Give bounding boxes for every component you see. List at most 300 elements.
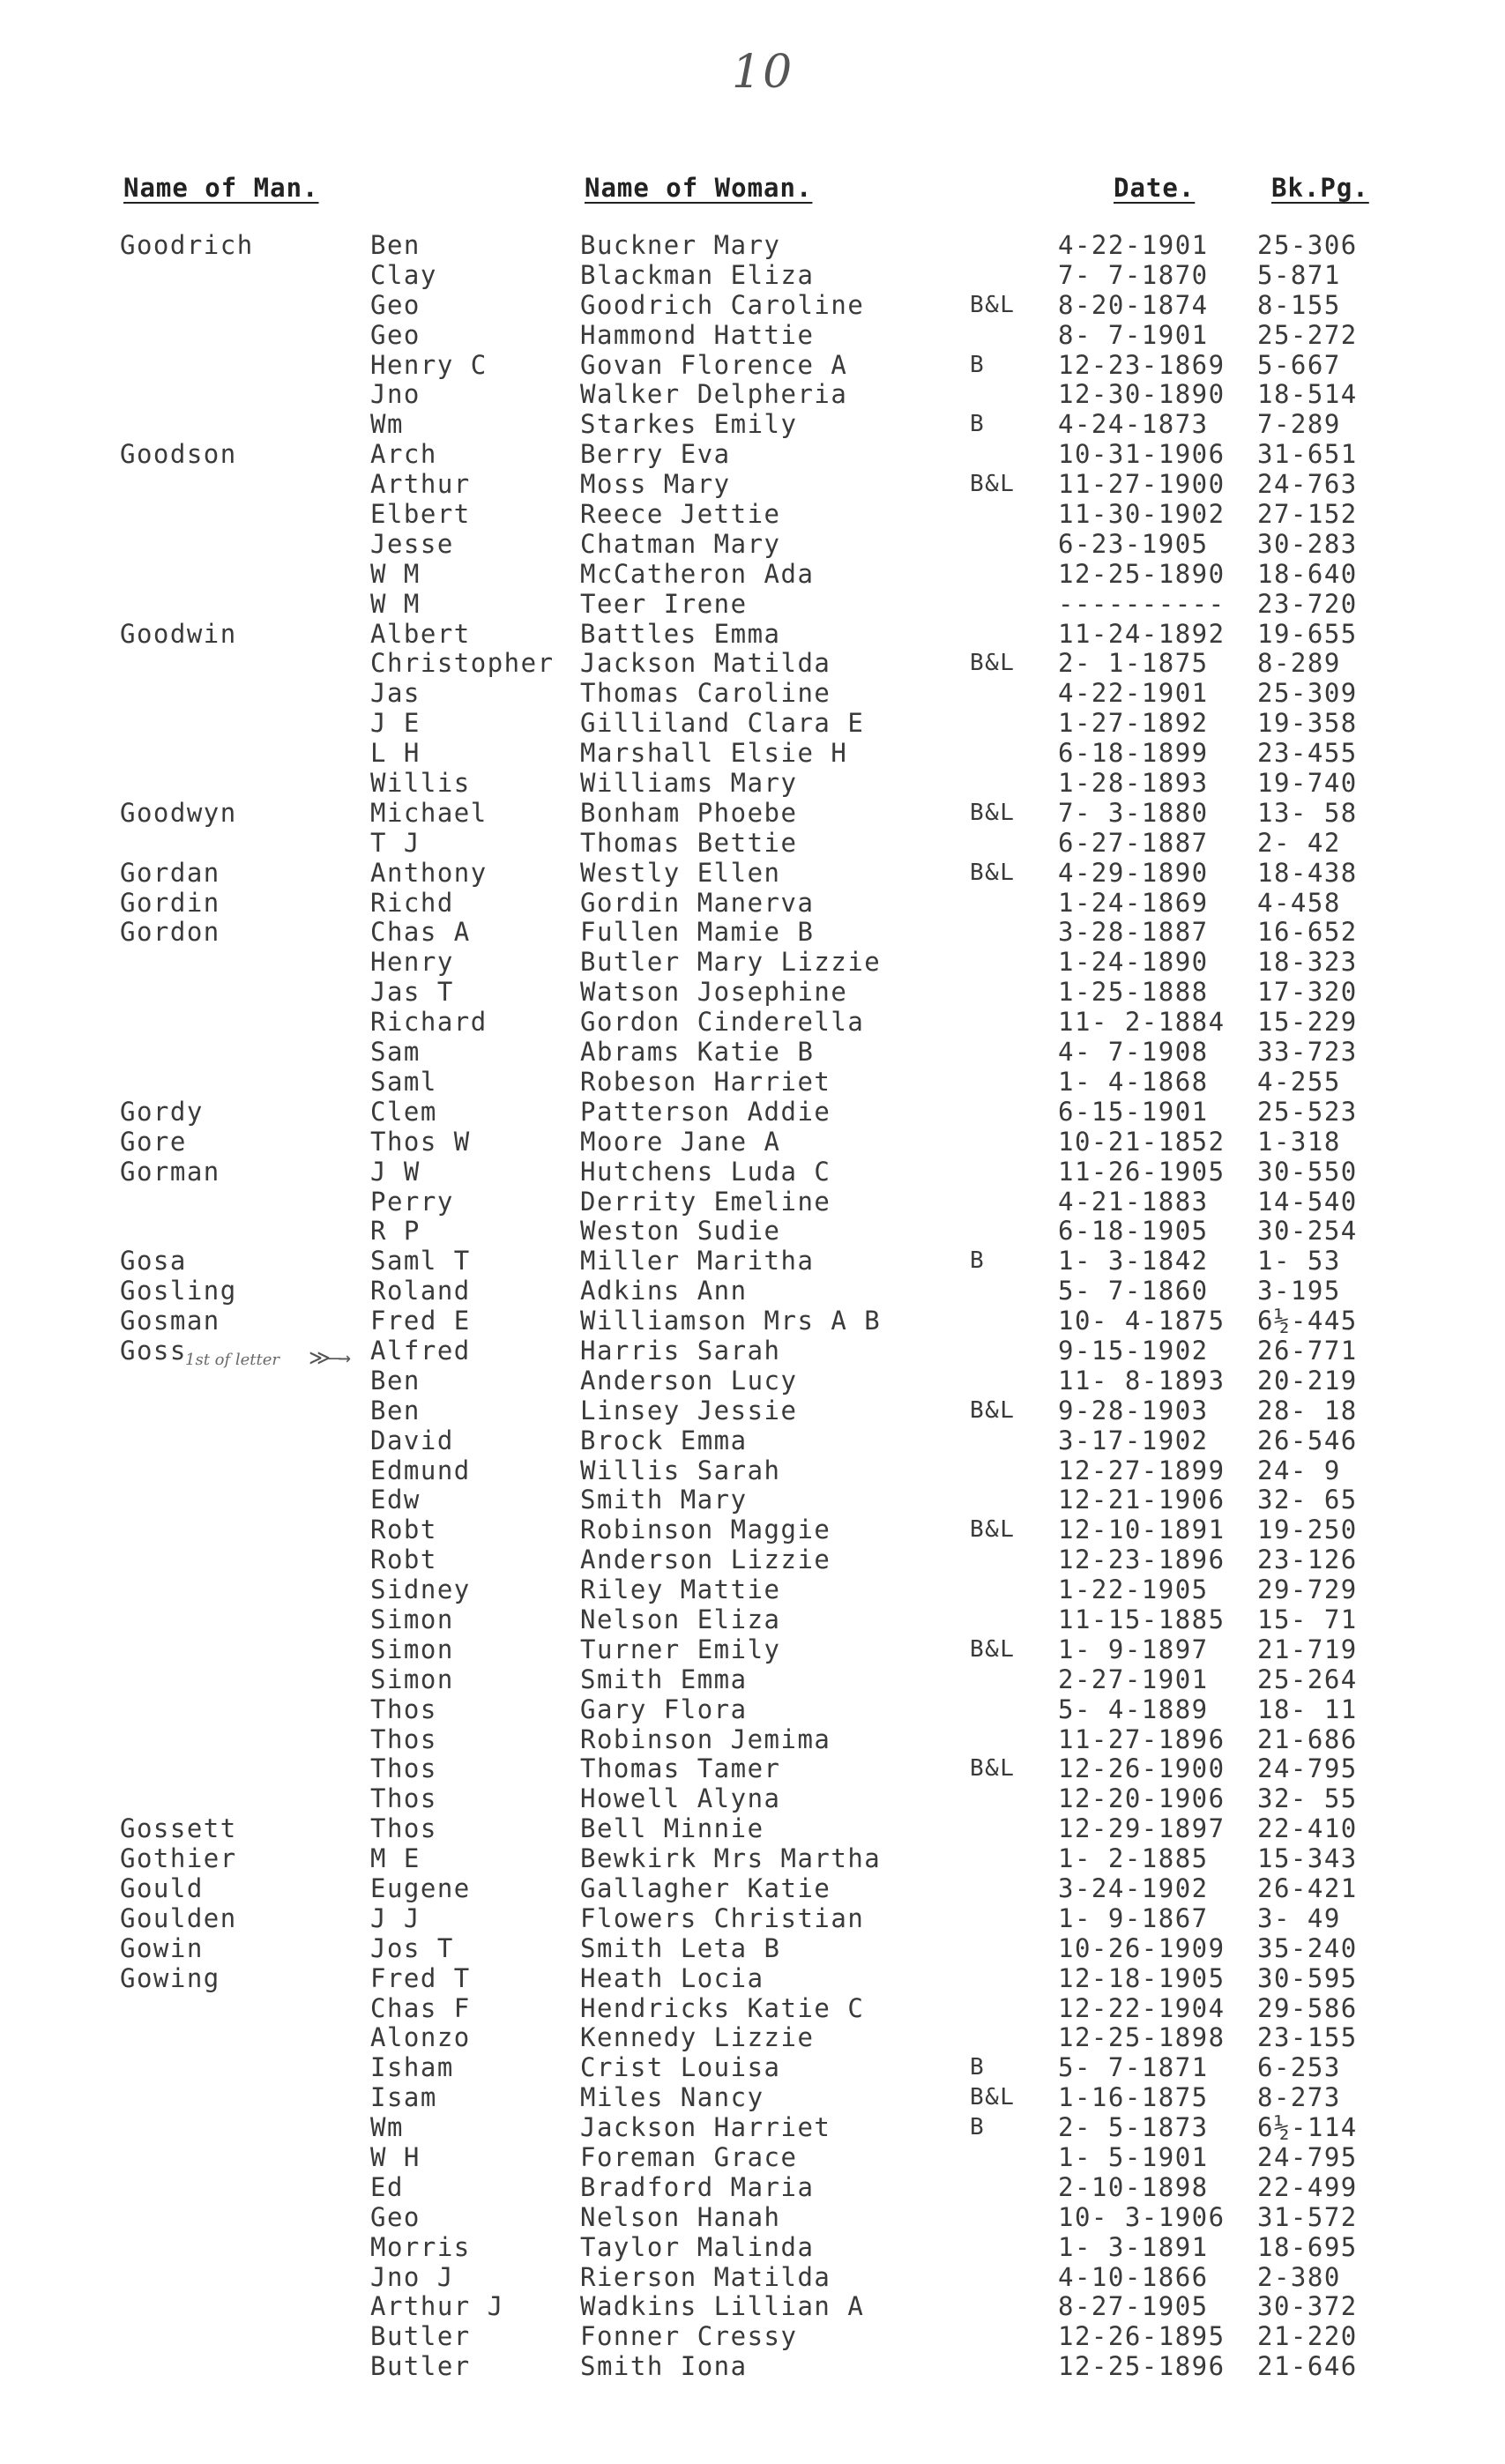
given-name-cell: Christopher (370, 648, 555, 679)
woman-name-cell: McCatheron Ada (580, 558, 815, 589)
book-page-cell: 23-126 (1257, 1545, 1358, 1575)
woman-name-cell: Buckner Mary (580, 230, 781, 260)
book-page-cell: 6½-445 (1257, 1306, 1358, 1336)
table-row (0, 918, 1505, 948)
book-page-cell: 21-719 (1257, 1634, 1358, 1664)
table-row (0, 1247, 1505, 1277)
given-name-cell: Ben (370, 1395, 421, 1426)
book-page-cell: 26-546 (1257, 1425, 1358, 1455)
book-page-cell: 2- 42 (1257, 827, 1341, 858)
table-row (0, 1485, 1505, 1515)
given-name-cell: J J (370, 1902, 421, 1933)
given-name-cell: Thos (370, 1694, 437, 1724)
given-name-cell: Elbert (370, 499, 471, 530)
woman-name-cell: Gordin Manerva (580, 887, 815, 918)
given-name-cell: Simon (370, 1664, 454, 1694)
table-row (0, 1277, 1505, 1306)
given-name-cell: Butler (370, 2351, 471, 2382)
book-page-cell: 30-254 (1257, 1216, 1358, 1247)
given-name-cell: David (370, 1425, 454, 1455)
given-name-cell: Geo (370, 289, 421, 320)
table-row (0, 1038, 1505, 1068)
woman-name-cell: Riley Mattie (580, 1574, 781, 1605)
book-page-cell: 32- 55 (1257, 1783, 1358, 1814)
book-page-cell: 8-289 (1257, 648, 1341, 679)
book-page-cell: 15-343 (1257, 1843, 1358, 1874)
woman-name-cell: Starkes Emily (580, 409, 798, 440)
woman-name-cell: Walker Delpheria (580, 379, 848, 410)
table-row (0, 978, 1505, 1008)
woman-name-cell: Kennedy Lizzie (580, 2022, 815, 2053)
date-cell: 5- 7-1871 (1058, 2052, 1209, 2083)
table-row (0, 1695, 1505, 1725)
table-row (0, 1068, 1505, 1098)
date-cell: 6-18-1899 (1058, 738, 1209, 769)
book-page-cell: 24- 9 (1257, 1455, 1341, 1485)
date-cell: 1- 2-1885 (1058, 1843, 1209, 1874)
woman-name-cell: Hutchens Luda C (580, 1156, 831, 1187)
table-row (0, 1008, 1505, 1038)
date-cell: 1-28-1893 (1058, 768, 1209, 799)
date-cell: 12-26-1900 (1058, 1753, 1226, 1784)
given-name-cell: Ed (370, 2171, 404, 2202)
book-page-cell: 18-323 (1257, 947, 1358, 978)
book-page-cell: 35-240 (1257, 1932, 1358, 1963)
date-cell: 12-22-1904 (1058, 1992, 1226, 2023)
date-cell: 12-26-1895 (1058, 2321, 1226, 2352)
book-page-cell: 23-720 (1257, 588, 1358, 619)
header-man: Name of Man. (123, 173, 319, 203)
book-page-cell: 6-253 (1257, 2052, 1341, 2083)
given-name-cell: Ben (370, 1365, 421, 1396)
given-name-cell: Thos W (370, 1126, 471, 1157)
woman-name-cell: Bell Minnie (580, 1813, 764, 1844)
date-cell: 1- 3-1891 (1058, 2231, 1209, 2262)
table-row (0, 1158, 1505, 1187)
woman-name-cell: Linsey Jessie (580, 1395, 798, 1426)
book-page-cell: 5-871 (1257, 259, 1341, 290)
book-page-cell: 25-309 (1257, 678, 1358, 709)
book-page-cell: 31-651 (1257, 439, 1358, 470)
given-name-cell: Jas T (370, 977, 454, 1008)
book-page-cell: 19-655 (1257, 618, 1358, 649)
given-name-cell: Saml T (370, 1246, 471, 1277)
woman-name-cell: Williams Mary (580, 768, 798, 799)
given-name-cell: Arch (370, 439, 437, 470)
book-page-cell: 25-264 (1257, 1664, 1358, 1694)
table-row (0, 649, 1505, 679)
given-name-cell: Eugene (370, 1872, 471, 1903)
given-name-cell: Thos (370, 1753, 437, 1784)
date-cell: 2-27-1901 (1058, 1664, 1209, 1694)
given-name-cell: Richard (370, 1007, 488, 1038)
table-row (0, 1934, 1505, 1964)
date-cell: ---------- (1058, 588, 1226, 619)
table-row (0, 1128, 1505, 1158)
date-cell: 5- 7-1860 (1058, 1276, 1209, 1306)
surname-cell: Goodwyn (120, 797, 237, 828)
date-cell: 12-23-1896 (1058, 1545, 1226, 1575)
book-page-cell: 24-763 (1257, 469, 1358, 500)
surname-cell: Goulden (120, 1902, 237, 1933)
date-cell: 12-23-1869 (1058, 349, 1226, 380)
book-page-cell: 29-586 (1257, 1992, 1358, 2023)
woman-name-cell: Gordon Cinderella (580, 1007, 865, 1038)
woman-name-cell: Fonner Cressy (580, 2321, 798, 2352)
date-cell: 7- 3-1880 (1058, 797, 1209, 828)
date-cell: 5- 4-1889 (1058, 1694, 1209, 1724)
date-cell: 1- 3-1842 (1058, 1246, 1209, 1277)
table-row (0, 769, 1505, 799)
woman-name-cell: Nelson Eliza (580, 1604, 781, 1634)
woman-name-cell: Harris Sarah (580, 1335, 781, 1366)
table-row (0, 2143, 1505, 2173)
table-row (0, 1874, 1505, 1904)
given-name-cell: Clay (370, 259, 437, 290)
marriage-index-table (0, 231, 1505, 2382)
date-cell: 4-10-1866 (1058, 2261, 1209, 2292)
date-cell: 12-30-1890 (1058, 379, 1226, 410)
date-cell: 10- 4-1875 (1058, 1306, 1226, 1336)
surname-cell: Gosman (120, 1306, 220, 1336)
table-row (0, 2203, 1505, 2233)
woman-name-cell: Derrity Emeline (580, 1186, 831, 1217)
date-cell: 10- 3-1906 (1058, 2201, 1226, 2232)
date-cell: 12-25-1890 (1058, 558, 1226, 589)
table-row (0, 1426, 1505, 1456)
woman-name-cell: Bradford Maria (580, 2171, 815, 2202)
date-cell: 12-21-1906 (1058, 1485, 1226, 1515)
table-row (0, 799, 1505, 829)
given-name-cell: Chas A (370, 917, 471, 948)
table-row (0, 620, 1505, 650)
table-row (0, 2233, 1505, 2263)
woman-name-cell: Watson Josephine (580, 977, 848, 1008)
date-cell: 12-25-1898 (1058, 2022, 1226, 2053)
woman-name-cell: Howell Alyna (580, 1783, 781, 1814)
date-cell: 11-24-1892 (1058, 618, 1226, 649)
woman-name-cell: Crist Louisa (580, 2052, 781, 2083)
code-cell: B&L (970, 859, 1016, 886)
surname-cell: Gordan (120, 857, 220, 888)
surname-cell: Gossett (120, 1813, 237, 1844)
woman-name-cell: Foreman Grace (580, 2142, 798, 2172)
given-name-cell: W M (370, 558, 421, 589)
book-page-cell: 18-640 (1257, 558, 1358, 589)
table-row (0, 829, 1505, 859)
date-cell: 7- 7-1870 (1058, 259, 1209, 290)
given-name-cell: Michael (370, 797, 488, 828)
woman-name-cell: Nelson Hanah (580, 2201, 781, 2232)
table-row (0, 1635, 1505, 1665)
table-row (0, 1784, 1505, 1814)
surname-cell: Gore (120, 1126, 187, 1157)
date-cell: 1-22-1905 (1058, 1574, 1209, 1605)
book-page-cell: 2-380 (1257, 2261, 1341, 2292)
woman-name-cell: Jackson Harriet (580, 2112, 831, 2143)
surname-cell: Gosling (120, 1276, 237, 1306)
table-row (0, 1456, 1505, 1486)
date-cell: 12-10-1891 (1058, 1515, 1226, 1545)
book-page-cell: 28- 18 (1257, 1395, 1358, 1426)
surname-cell: Gordy (120, 1096, 204, 1127)
date-cell: 1- 4-1868 (1058, 1066, 1209, 1097)
woman-name-cell: Battles Emma (580, 618, 781, 649)
book-page-cell: 15-229 (1257, 1007, 1358, 1038)
table-row (0, 1904, 1505, 1934)
table-row (0, 590, 1505, 620)
book-page-cell: 23-455 (1257, 738, 1358, 769)
given-name-cell: T J (370, 827, 421, 858)
code-cell: B&L (970, 291, 1016, 318)
woman-name-cell: Anderson Lizzie (580, 1545, 831, 1575)
date-cell: 11- 8-1893 (1058, 1365, 1226, 1396)
date-cell: 4-21-1883 (1058, 1186, 1209, 1217)
woman-name-cell: Thomas Bettie (580, 827, 798, 858)
table-row (0, 948, 1505, 978)
margin-annotation: 1st of letter (185, 1351, 279, 1369)
book-page-cell: 3-195 (1257, 1276, 1341, 1306)
surname-cell: Gowin (120, 1932, 204, 1963)
code-cell: B (970, 2054, 986, 2081)
date-cell: 11- 2-1884 (1058, 1007, 1226, 1038)
woman-name-cell: Robeson Harriet (580, 1066, 831, 1097)
book-page-cell: 26-771 (1257, 1335, 1358, 1366)
woman-name-cell: Thomas Caroline (580, 678, 831, 709)
table-row (0, 1545, 1505, 1575)
woman-name-cell: Chatman Mary (580, 528, 781, 559)
date-cell: 11-27-1900 (1058, 469, 1226, 500)
book-page-cell: 8-273 (1257, 2082, 1341, 2113)
book-page-cell: 27-152 (1257, 499, 1358, 530)
table-row (0, 2053, 1505, 2083)
table-row (0, 1575, 1505, 1605)
given-name-cell: W H (370, 2142, 421, 2172)
woman-name-cell: Robinson Maggie (580, 1515, 831, 1545)
surname-cell: Gosa (120, 1246, 187, 1277)
given-name-cell: Edw (370, 1485, 421, 1515)
date-cell: 4- 7-1908 (1058, 1037, 1209, 1068)
surname-cell: Goodrich (120, 230, 254, 260)
book-page-cell: 1- 53 (1257, 1246, 1341, 1277)
code-cell: B&L (970, 1755, 1016, 1783)
book-page-cell: 22-499 (1257, 2171, 1358, 2202)
book-page-cell: 7-289 (1257, 409, 1341, 440)
surname-cell: Gordon (120, 917, 220, 948)
book-page-cell: 31-572 (1257, 2201, 1358, 2232)
woman-name-cell: Smith Emma (580, 1664, 748, 1694)
surname-cell: Gothier (120, 1843, 237, 1874)
book-page-cell: 19-740 (1257, 768, 1358, 799)
table-row (0, 1725, 1505, 1755)
table-row (0, 440, 1505, 470)
woman-name-cell: Weston Sudie (580, 1216, 781, 1247)
woman-name-cell: Heath Locia (580, 1962, 764, 1993)
woman-name-cell: Gallagher Katie (580, 1872, 831, 1903)
table-row (0, 2023, 1505, 2053)
date-cell: 11-15-1885 (1058, 1604, 1226, 1634)
date-cell: 1-16-1875 (1058, 2082, 1209, 2113)
date-cell: 6-23-1905 (1058, 528, 1209, 559)
date-cell: 8-20-1874 (1058, 289, 1209, 320)
woman-name-cell: Govan Florence A (580, 349, 848, 380)
given-name-cell: Simon (370, 1604, 454, 1634)
woman-name-cell: Thomas Tamer (580, 1753, 781, 1784)
book-page-cell: 17-320 (1257, 977, 1358, 1008)
surname-cell: Goodson (120, 439, 237, 470)
date-cell: 11-26-1905 (1058, 1156, 1226, 1187)
book-page-cell: 18-695 (1257, 2231, 1358, 2262)
date-cell: 3-28-1887 (1058, 917, 1209, 948)
table-row (0, 2352, 1505, 2382)
woman-name-cell: Wadkins Lillian A (580, 2291, 865, 2322)
table-row (0, 859, 1505, 889)
book-page-cell: 30-550 (1257, 1156, 1358, 1187)
woman-name-cell: Westly Ellen (580, 857, 781, 888)
table-row (0, 2263, 1505, 2293)
given-name-cell: Edmund (370, 1455, 471, 1485)
given-name-cell: Perry (370, 1186, 454, 1217)
woman-name-cell: Willis Sarah (580, 1455, 781, 1485)
given-name-cell: Arthur J (370, 2291, 504, 2322)
woman-name-cell: Butler Mary Lizzie (580, 947, 882, 978)
date-cell: 12-20-1906 (1058, 1783, 1226, 1814)
given-name-cell: Wm (370, 409, 404, 440)
code-cell: B&L (970, 1516, 1016, 1544)
woman-name-cell: Miller Maritha (580, 1246, 815, 1277)
given-name-cell: Butler (370, 2321, 471, 2352)
date-cell: 4-22-1901 (1058, 678, 1209, 709)
book-page-cell: 16-652 (1257, 917, 1358, 948)
woman-name-cell: Blackman Eliza (580, 259, 815, 290)
table-row (0, 1098, 1505, 1128)
given-name-cell: Thos (370, 1813, 437, 1844)
table-row (0, 560, 1505, 590)
woman-name-cell: Teer Irene (580, 588, 748, 619)
given-name-cell: Jesse (370, 528, 454, 559)
table-row (0, 261, 1505, 291)
table-row (0, 1605, 1505, 1635)
given-name-cell: Alfred (370, 1335, 471, 1366)
book-page-cell: 13- 58 (1257, 797, 1358, 828)
book-page-cell: 6½-114 (1257, 2112, 1358, 2143)
given-name-cell: L H (370, 738, 421, 769)
header-date: Date. (1114, 173, 1196, 203)
given-name-cell: J E (370, 708, 421, 739)
date-cell: 11-27-1896 (1058, 1723, 1226, 1754)
table-row (0, 1814, 1505, 1844)
woman-name-cell: Anderson Lucy (580, 1365, 798, 1396)
given-name-cell: Geo (370, 2201, 421, 2232)
book-page-cell: 23-155 (1257, 2022, 1358, 2053)
code-cell: B (970, 2114, 986, 2141)
book-page-cell: 8-155 (1257, 289, 1341, 320)
code-cell: B (970, 1247, 986, 1275)
date-cell: 1- 9-1867 (1058, 1902, 1209, 1933)
surname-cell: Gordin (120, 887, 220, 918)
given-name-cell: Wm (370, 2112, 404, 2143)
woman-name-cell: Abrams Katie B (580, 1037, 815, 1068)
date-cell: 1- 9-1897 (1058, 1634, 1209, 1664)
date-cell: 8-27-1905 (1058, 2291, 1209, 2322)
date-cell: 12-27-1899 (1058, 1455, 1226, 1485)
table-row (0, 321, 1505, 351)
woman-name-cell: Berry Eva (580, 439, 731, 470)
given-name-cell: Jno J (370, 2261, 454, 2292)
date-cell: 3-24-1902 (1058, 1872, 1209, 1903)
code-cell: B (970, 411, 986, 438)
given-name-cell: W M (370, 588, 421, 619)
date-cell: 4-22-1901 (1058, 230, 1209, 260)
given-name-cell: M E (370, 1843, 421, 1874)
given-name-cell: Thos (370, 1723, 437, 1754)
given-name-cell: Arthur (370, 469, 471, 500)
date-cell: 10-31-1906 (1058, 439, 1226, 470)
date-cell: 1- 5-1901 (1058, 2142, 1209, 2172)
woman-name-cell: Gilliland Clara E (580, 708, 865, 739)
woman-name-cell: Hammond Hattie (580, 319, 815, 350)
woman-name-cell: Rierson Matilda (580, 2261, 831, 2292)
given-name-cell: Richd (370, 887, 454, 918)
given-name-cell: R P (370, 1216, 421, 1247)
woman-name-cell: Moore Jane A (580, 1126, 781, 1157)
given-name-cell: Saml (370, 1066, 437, 1097)
given-name-cell: Albert (370, 618, 471, 649)
table-row (0, 1396, 1505, 1426)
given-name-cell: Ben (370, 230, 421, 260)
table-row (0, 2292, 1505, 2322)
table-row (0, 1964, 1505, 1994)
date-cell: 6-15-1901 (1058, 1096, 1209, 1127)
arrow-icon: ≫—→ (309, 1345, 349, 1370)
given-name-cell: Henry C (370, 349, 488, 380)
book-page-cell: 29-729 (1257, 1574, 1358, 1605)
book-page-cell: 21-646 (1257, 2351, 1358, 2382)
table-row (0, 1754, 1505, 1784)
book-page-cell: 18-438 (1257, 857, 1358, 888)
date-cell: 8- 7-1901 (1058, 319, 1209, 350)
given-name-cell: Jno (370, 379, 421, 410)
date-cell: 4-24-1873 (1058, 409, 1209, 440)
given-name-cell: Henry (370, 947, 454, 978)
woman-name-cell: Goodrich Caroline (580, 289, 865, 320)
woman-name-cell: Bonham Phoebe (580, 797, 798, 828)
header-bkpg: Bk.Pg. (1271, 173, 1369, 203)
date-cell: 2- 5-1873 (1058, 2112, 1209, 2143)
woman-name-cell: Brock Emma (580, 1425, 748, 1455)
given-name-cell: Fred E (370, 1306, 471, 1336)
book-page-cell: 33-723 (1257, 1037, 1358, 1068)
table-row (0, 500, 1505, 530)
code-cell: B&L (970, 799, 1016, 826)
table-row (0, 2322, 1505, 2352)
date-cell: 1-24-1890 (1058, 947, 1209, 978)
table-row (0, 2083, 1505, 2113)
surname-cell: Gorman (120, 1156, 220, 1187)
book-page-cell: 5-667 (1257, 349, 1341, 380)
table-row (0, 1515, 1505, 1545)
table-row (0, 889, 1505, 919)
surname-cell: Gowing (120, 1962, 220, 1993)
given-name-cell: Clem (370, 1096, 437, 1127)
given-name-cell: Thos (370, 1783, 437, 1814)
table-row (0, 1994, 1505, 2024)
table-row (0, 1306, 1505, 1336)
table-row (0, 351, 1505, 381)
book-page-cell: 19-358 (1257, 708, 1358, 739)
date-cell: 12-18-1905 (1058, 1962, 1226, 1993)
book-page-cell: 19-250 (1257, 1515, 1358, 1545)
